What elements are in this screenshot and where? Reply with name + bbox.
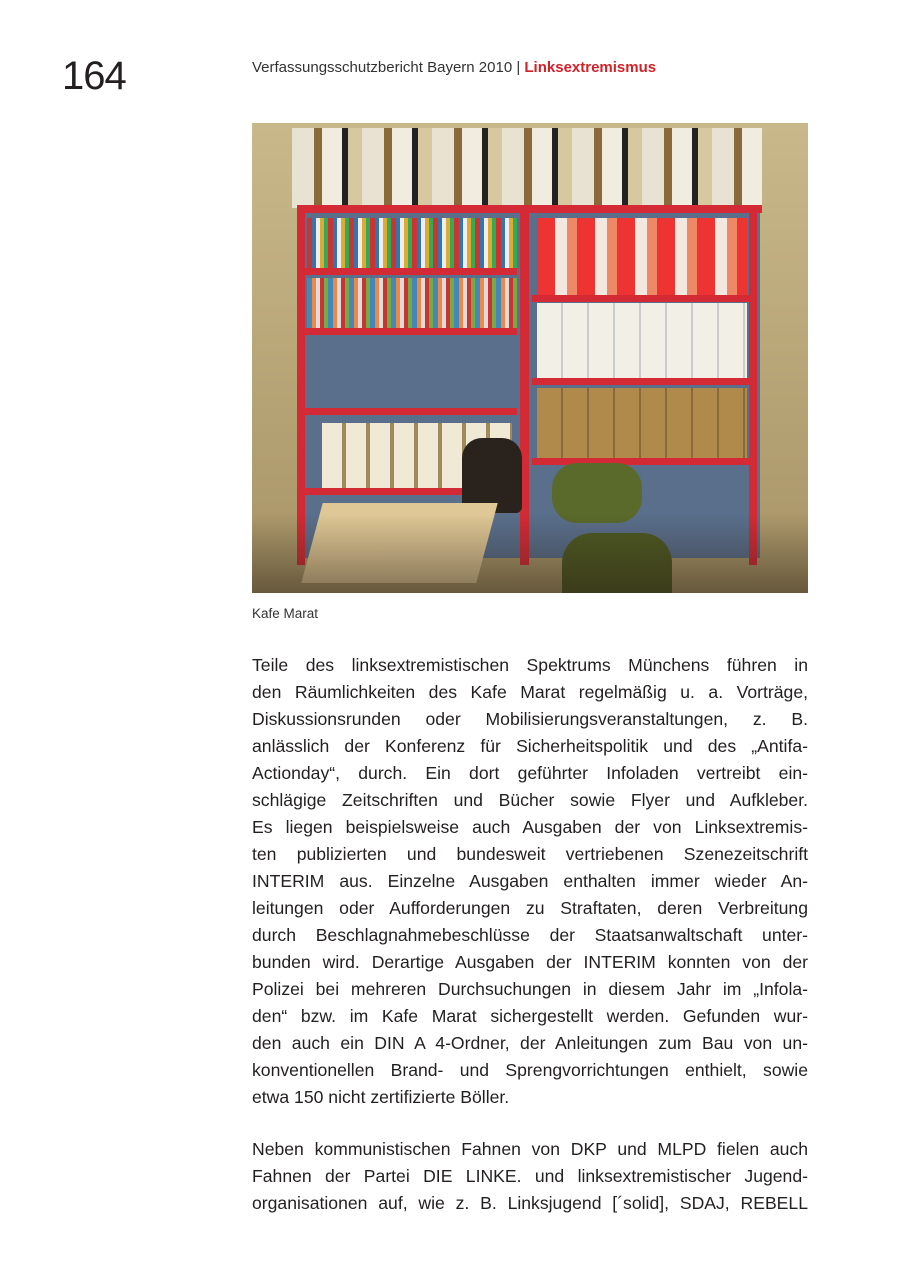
text-line: organisationen auf, wie z. B. Linksjugend [´solid], SDAJ, REBELL [252, 1193, 808, 1213]
text-line: Fahnen der Partei DIE LINKE. und linksextremistischer Jugend- [252, 1166, 808, 1186]
text-line: Actionday“, durch. Ein dort geführter Infoladen vertreibt ein- [252, 763, 808, 783]
text-line: den auch ein DIN A 4-Ordner, der Anleitungen zum Bau von un- [252, 1033, 808, 1053]
text-line: durch Beschlagnahmebeschlüsse der Staatsanwaltschaft unter- [252, 925, 808, 945]
text-line: etwa 150 nicht zertifizierte Böller. [252, 1087, 510, 1107]
text-line: den“ bzw. im Kafe Marat sichergestellt werden. Gefunden wur- [252, 1006, 808, 1026]
text-line: anlässlich der Konferenz für Sicherheitspolitik und des „Antifa- [252, 736, 808, 756]
running-header [252, 59, 656, 76]
page-number: 164 [62, 54, 126, 98]
header-title: Verfassungsschutzbericht Bayern 2010 | [252, 59, 525, 76]
text-line: konventionellen Brand- und Sprengvorrichtungen enthielt, sowie [252, 1060, 808, 1080]
text-line: den Räumlichkeiten des Kafe Marat regelmäßig u. a. Vorträge, [252, 682, 808, 702]
photo-caption: Kafe Marat [252, 606, 319, 621]
text-line: schlägige Zeitschriften und Bücher sowie Flyer und Aufkleber. [252, 790, 808, 810]
text-line: Polizei bei mehreren Durchsuchungen in diesem Jahr im „Infola- [252, 979, 808, 999]
text-line: bunden wird. Derartige Ausgaben der INTERIM konnten von der [252, 952, 808, 972]
header-section: Linksextremismus [524, 59, 657, 76]
text-line: Es liegen beispielsweise auch Ausgaben der von Linksextremis- [252, 817, 808, 837]
text-line: Diskussionsrunden oder Mobilisierungsveranstaltungen, z. B. [252, 709, 808, 729]
text-line: Teile des linksextremistischen Spektrums Münchens führen in [252, 655, 808, 675]
paragraph-2 [252, 1136, 808, 1217]
text-line: Neben kommunistischen Fahnen von DKP und MLPD fielen auch [252, 1139, 808, 1159]
bookshelf-photo [252, 123, 808, 593]
text-line: ten publizierten und bundesweit vertriebenen Szenezeitschrift [252, 844, 808, 864]
paragraph-1 [252, 652, 808, 1111]
text-line: leitungen oder Aufforderungen zu Straftaten, deren Verbreitung [252, 898, 808, 918]
text-line: INTERIM aus. Einzelne Ausgaben enthalten immer wieder An- [252, 871, 808, 891]
